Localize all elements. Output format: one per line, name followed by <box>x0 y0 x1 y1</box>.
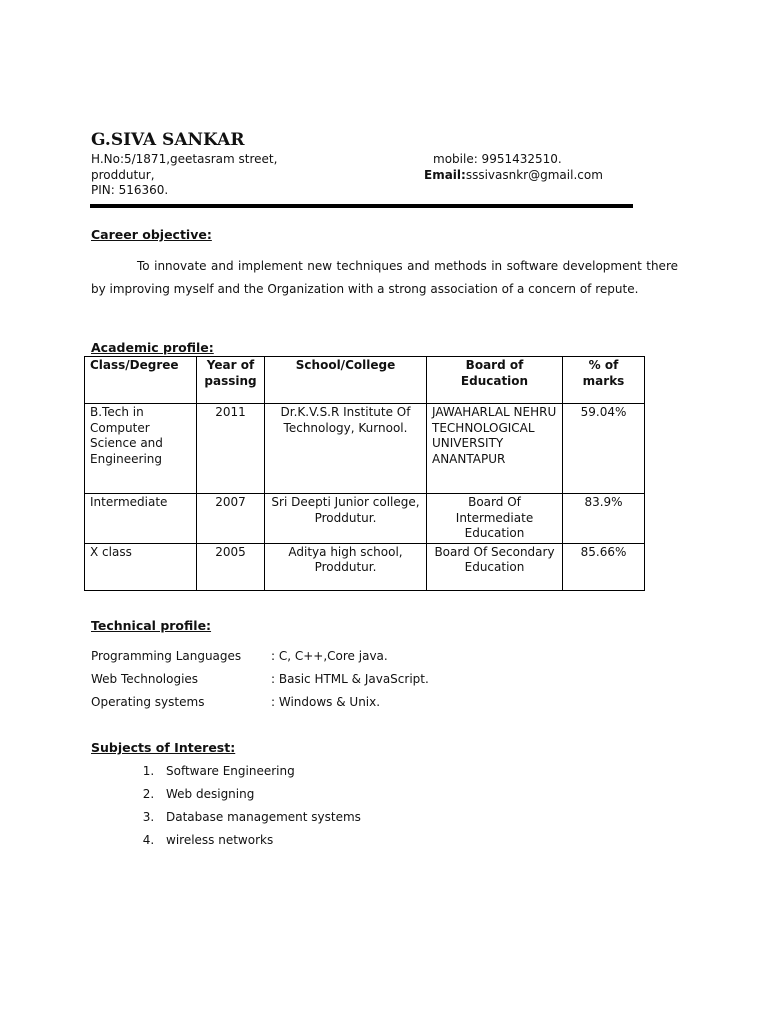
table-cell: Aditya high school, Proddutur. <box>265 543 427 590</box>
contact-block <box>424 152 603 183</box>
header-divider <box>90 204 633 208</box>
email-label: Email: <box>424 167 466 182</box>
address-line: proddutur, <box>91 167 155 182</box>
table-cell: 59.04% <box>563 404 645 494</box>
technical-profile-heading: Technical profile: <box>91 618 212 633</box>
career-objective-heading: Career objective: <box>91 227 212 242</box>
technical-label: Web Technologies <box>91 672 199 686</box>
column-header: Class/Degree <box>85 357 197 404</box>
academic-profile-heading: Academic profile: <box>91 340 214 355</box>
column-header: Board of Education <box>427 357 563 404</box>
list-item: 2. Web designing <box>158 783 361 806</box>
table-row <box>85 543 645 590</box>
column-header: School/College <box>265 357 427 404</box>
table-cell: 83.9% <box>563 494 645 544</box>
address-line: PIN: 516360. <box>91 183 169 197</box>
table-cell: Board Of Secondary Education <box>427 543 563 590</box>
subjects-list <box>91 760 361 852</box>
career-objective-body: To innovate and implement new techniques and methods in software development there by improving myself and the Organization with a strong association of a concern of repute. <box>91 259 678 296</box>
table-cell: Dr.K.V.S.R Institute Of Technology, Kurnool. <box>265 404 427 494</box>
mobile-number: mobile: 9951432510. <box>433 152 562 166</box>
technical-label: Operating systems <box>91 695 205 709</box>
subjects-heading: Subjects of Interest: <box>91 740 236 755</box>
table-cell: Board Of Intermediate Education <box>427 494 563 544</box>
technical-value: : C, C++,Core java. <box>271 649 388 663</box>
technical-item <box>91 648 429 671</box>
academic-table <box>84 356 645 591</box>
technical-list <box>91 648 429 717</box>
list-item: 1. Software Engineering <box>158 760 361 783</box>
address-block <box>91 152 277 199</box>
table-cell: Sri Deepti Junior college, Proddutur. <box>265 494 427 544</box>
table-header-row <box>85 357 645 404</box>
table-cell: JAWAHARLAL NEHRU TECHNOLOGICAL UNIVERSITY ANANTAPUR <box>427 404 563 494</box>
candidate-name: G.SIVA SANKAR <box>91 130 245 150</box>
technical-value: : Windows & Unix. <box>271 695 381 709</box>
email-line <box>424 168 603 184</box>
table-cell: 2011 <box>197 404 265 494</box>
table-cell: X class <box>85 543 197 590</box>
career-objective-text <box>91 255 678 300</box>
list-item: 4. wireless networks <box>158 829 361 852</box>
technical-item <box>91 671 429 694</box>
table-cell: 2005 <box>197 543 265 590</box>
address-line: H.No:5/1871,geetasram street, <box>91 152 278 166</box>
table-row <box>85 494 645 544</box>
column-header: % of marks <box>563 357 645 404</box>
table-row <box>85 404 645 494</box>
table-cell: 2007 <box>197 494 265 544</box>
table-cell: Intermediate <box>85 494 197 544</box>
column-header: Year of passing <box>197 357 265 404</box>
table-cell: B.Tech in Computer Science and Engineering <box>85 404 197 494</box>
list-item: 3. Database management systems <box>158 806 361 829</box>
email-address: sssivasnkr@gmail.com <box>465 167 603 182</box>
table-cell: 85.66% <box>563 543 645 590</box>
technical-item <box>91 694 429 717</box>
technical-label: Programming Languages <box>91 649 242 663</box>
technical-value: : Basic HTML & JavaScript. <box>271 672 429 686</box>
